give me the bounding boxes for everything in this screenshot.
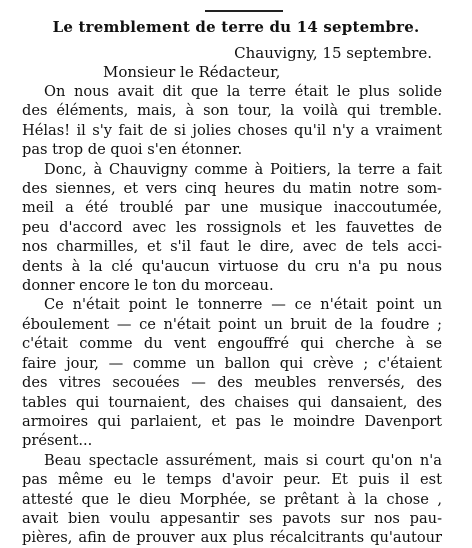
text-line: pas même eu le temps d'avoir peur. Et puis il est [22,471,442,489]
dateline: Chauvigny, 15 septembre. [234,44,432,62]
text-line: meil a été troublé par une musique inaccoutumée, [22,199,442,217]
text-line: des siennes, et vers cinq heures du matin notre som- [22,180,442,198]
text-line: tables qui tournaient, des chaises qui dansaient, des [22,393,442,411]
text-line: peu d'accord avec les rossignols et les fauvettes de [22,218,442,236]
text-line: avait bien voulu appesantir ses pavots sur nos pau- [22,509,442,527]
text-line: dents à la clé qu'aucun virtuose du cru n'a pu nous [22,257,442,275]
text-line: éboulement — ce n'était point un bruit de la foudre ; [22,315,442,333]
text-line: Donc, à Chauvigny comme à Poitiers, la terre a fait [44,160,442,178]
article-body [22,82,442,548]
text-line: On nous avait dit que la terre était le plus solide [44,83,442,100]
text-line: Beau spectacle assurément, mais si court qu'on n'a [44,451,442,469]
text-line: attesté que le dieu Morphée, se prêtant à la chose , [22,490,442,508]
salutation: Monsieur le Rédacteur, [103,63,281,81]
text-line: Hélas! il s'y fait de si jolies choses qu'il n'y a vraiment [22,121,442,139]
text-line: donner encore le ton du morceau. [22,277,274,295]
text-line: faire jour, — comme un ballon qui crève ; c'étaient [22,354,442,372]
text-line: des vitres secouées — des meubles renversés, des [22,374,442,392]
text-line: pas trop de quoi s'en étonner. [22,141,243,159]
text-line: c'était comme du vent engouffré qui cherche à se [22,335,442,353]
text-line: présent... [22,432,93,450]
text-line: nos charmilles, et s'il faut le dire, avec de tels acci- [22,238,442,256]
text-line: des éléments, mais, à son tour, la voilà qui tremble. [22,102,442,120]
text-line: Ce n'était point le tonnerre — ce n'était point un [44,296,442,314]
text-line: pières, afin de prouver aux plus récalcitrants qu'autour [22,529,442,547]
article-headline: Le tremblement de terre du 14 septembre. [52,18,420,36]
top-rule [205,10,283,12]
text-line: armoires qui parlaient, et pas le moindre Davenport [22,412,442,430]
